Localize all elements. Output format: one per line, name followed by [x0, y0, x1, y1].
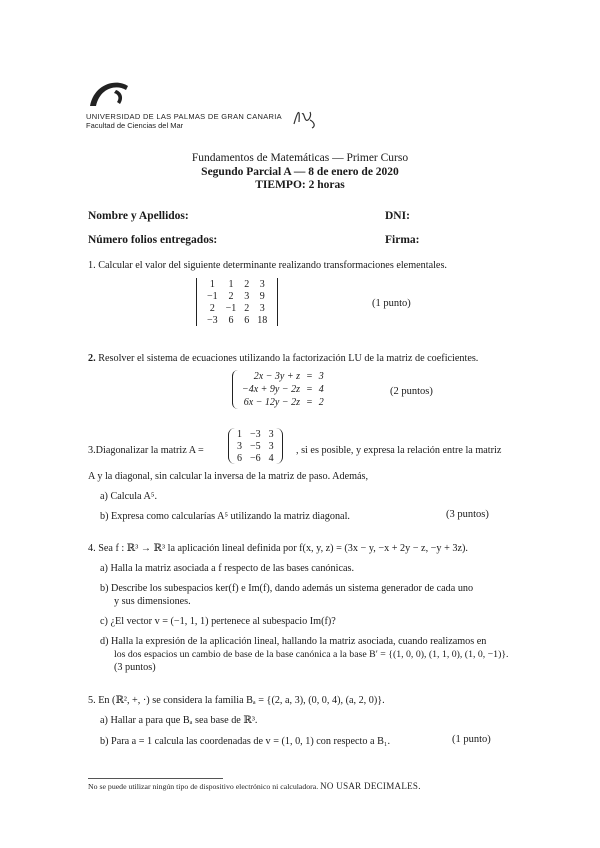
q3-points: (3 puntos) [446, 509, 489, 520]
dni-label: DNI: [385, 210, 410, 222]
q1-matrix-row [203, 290, 271, 302]
q1-points: (1 punto) [372, 298, 411, 309]
name-label: Nombre y Apellidos: [88, 210, 189, 222]
faculty-name: Facultad de Ciencias del Mar [86, 121, 184, 130]
q1-matrix-cell: 2 [228, 290, 234, 302]
footer-note [88, 781, 421, 791]
q2-equation-part: = [306, 384, 313, 395]
q3-matrix-cell: −5 [250, 440, 261, 452]
q4-part-c: c) ¿El vector v = (−1, 1, 1) pertenece al subespacio Im(f)? [100, 616, 336, 627]
q3-intro-a: 3.Diagonalizar la matriz A = [88, 445, 204, 456]
q2-points: (2 puntos) [390, 386, 433, 397]
q3-matrix-table [233, 428, 278, 464]
university-name: UNIVERSIDAD DE LAS PALMAS DE GRAN CANARIA [86, 112, 282, 121]
q3-matrix-cell: 1 [237, 428, 242, 440]
q1-matrix-cell: 3 [244, 290, 250, 302]
q1-matrix-cell: 3 [259, 278, 265, 290]
q1-matrix-cell: 3 [259, 302, 265, 314]
q3-part-b: b) Expresa como calcularías A⁵ utilizando la matriz diagonal. [100, 511, 350, 522]
q4-part-b-2: y sus dimensiones. [114, 596, 191, 607]
footer-text: No se puede utilizar ningún tipo de dispositivo electrónico ni calculadora. [88, 782, 319, 791]
q1-matrix-row [203, 314, 271, 326]
title-line-1: Fundamentos de Matemáticas — Primer Curso [191, 152, 409, 164]
q3-matrix-cell: −6 [250, 452, 261, 464]
q1-text: 1. Calcular el valor del siguiente determinante realizando transformaciones elementales. [88, 260, 447, 271]
q3-matrix-row [233, 428, 278, 440]
exam-title [0, 152, 600, 193]
q1-matrix-row [203, 302, 271, 314]
q1-matrix-cell: 2 [209, 302, 215, 314]
title-line-2: Segundo Parcial A — 8 de enero de 2020 [201, 165, 399, 178]
sheets-label: Número folios entregados: [88, 234, 218, 246]
q3-matrix [228, 428, 283, 469]
q3-matrix-cell: −3 [250, 428, 261, 440]
q2-text [88, 352, 478, 365]
q1-matrix-row [203, 278, 271, 290]
q2-statement: Resolver el sistema de ecuaciones utilizando la factorización LU de la matriz de coeficientes. [98, 353, 479, 364]
q3-matrix-cell: 4 [268, 452, 274, 464]
q4-part-d-1: d) Halla la expresión de la aplicación lineal, hallando la matriz asociada, cuando realizamos en [100, 636, 487, 647]
q2-equation-part: 4 [318, 384, 324, 395]
q1-matrix-cell: 2 [244, 302, 250, 314]
q2-equation [239, 370, 327, 383]
q2-number: 2. [88, 353, 96, 364]
q4-intro: 4. Sea f : ℝ³ → ℝ³ la aplicación lineal definida por f(x, y, z) = (3x − y, −x + 2y − z, −y + 3z). [88, 543, 468, 554]
q2-equation-part: = [306, 371, 313, 382]
title-line-3: TIEMPO: 2 horas [255, 179, 345, 191]
q1-matrix-cell: −1 [225, 302, 237, 314]
handwritten-signature [290, 104, 322, 130]
q5-part-b: b) Para a = 1 calcula las coordenadas de v = (1, 0, 1) con respecto a B₁. [100, 736, 390, 747]
q3-matrix-cell: 3 [268, 440, 274, 452]
q5-intro: 5. En (ℝ², +, ·) se considera la familia Bₐ = {(2, a, 3), (0, 0, 4), (a, 2, 0)}. [88, 695, 385, 706]
university-logo [86, 76, 132, 110]
q1-matrix-cell: 9 [259, 290, 265, 302]
q1-matrix-cell: 2 [244, 278, 250, 290]
q3-matrix-row [233, 452, 278, 464]
q1-matrix-cell: 18 [257, 314, 268, 326]
footer-divider [88, 778, 223, 779]
q1-matrix-table [203, 278, 271, 326]
q5-part-a: a) Hallar a para que Bₐ sea base de ℝ³. [100, 715, 258, 726]
q2-equation-part: 3 [318, 371, 324, 382]
q2-equation-part: −4x + 9y − 2z [242, 384, 301, 395]
q1-matrix-cell: 6 [228, 314, 234, 326]
q1-matrix-cell: 1 [209, 278, 215, 290]
q1-matrix-cell: −3 [207, 314, 218, 326]
q1-determinant [196, 278, 278, 331]
q4-part-d-2: los dos espacios un cambio de base de la base canónica a la base B′ = {(1, 0, 0), (1, 1, 0), (1, 0, −1)}. [114, 649, 509, 660]
q1-matrix-cell: 1 [228, 278, 234, 290]
q3-matrix-row [233, 440, 278, 452]
q2-equation [239, 383, 327, 396]
q2-equation-part: 2 [318, 397, 324, 408]
q2-equation [239, 396, 327, 409]
q2-equation-part: 6x − 12y − 2z [243, 397, 301, 408]
q3-part-a: a) Calcula A⁵. [100, 491, 158, 502]
q1-matrix-cell: 6 [244, 314, 250, 326]
q2-equation-part: 2x − 3y + z [253, 371, 301, 382]
q4-part-b-1: b) Describe los subespacios ker(f) e Im(f), dando además un sistema generador de cada uno [100, 583, 474, 594]
q1-matrix-cell: −1 [207, 290, 218, 302]
q2-system [232, 370, 327, 409]
q5-points: (1 punto) [452, 734, 491, 745]
q3-intro-b: , si es posible, y expresa la relación entre la matriz [296, 445, 502, 456]
q2-equation-part: = [306, 397, 313, 408]
q2-equations [239, 370, 327, 409]
q3-matrix-cell: 3 [268, 428, 274, 440]
signature-label: Firma: [385, 234, 420, 246]
q3-line-2: A y la diagonal, sin calcular la inversa de la matriz de paso. Además, [88, 471, 369, 482]
q3-matrix-cell: 6 [237, 452, 242, 464]
q4-part-a: a) Halla la matriz asociada a f respecto de las bases canónicas. [100, 563, 354, 574]
q4-points: (3 puntos) [114, 662, 156, 673]
q3-matrix-cell: 3 [237, 440, 242, 452]
footer-caps: NO USAR DECIMALES. [320, 781, 421, 791]
